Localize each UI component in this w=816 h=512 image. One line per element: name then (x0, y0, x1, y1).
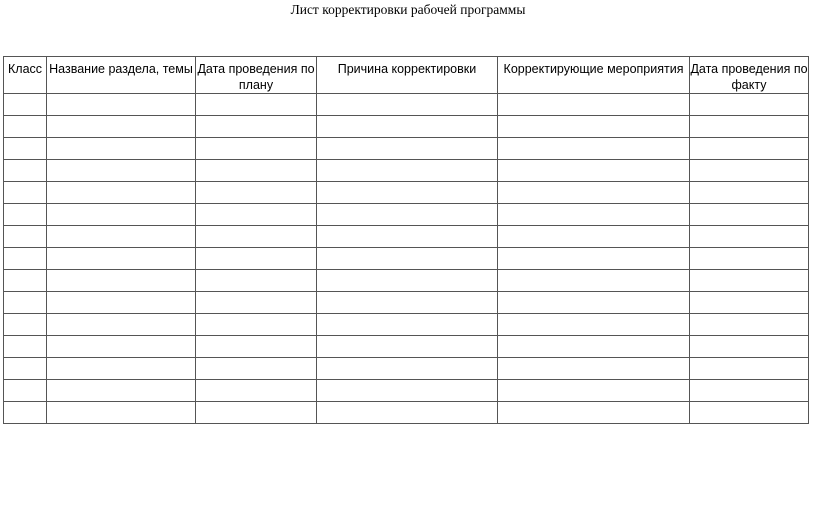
class-cell (4, 248, 47, 270)
corrective-measures-cell (498, 270, 690, 292)
table-row (4, 358, 809, 380)
correction-reason-cell (317, 226, 498, 248)
document-title: Лист корректировки рабочей программы (290, 2, 526, 17)
correction-reason-cell (317, 358, 498, 380)
planned-date-cell (196, 160, 317, 182)
correction-reason-cell (317, 336, 498, 358)
table-row (4, 402, 809, 424)
header-row (4, 57, 809, 94)
section-topic-cell (47, 248, 196, 270)
table-row (4, 160, 809, 182)
corrective-measures-cell (498, 138, 690, 160)
correction-reason-cell (317, 380, 498, 402)
corrective-measures-cell (498, 204, 690, 226)
section-topic-cell (47, 270, 196, 292)
corrective-measures-cell (498, 380, 690, 402)
correction-reason-cell (317, 204, 498, 226)
correction-reason-cell (317, 182, 498, 204)
planned-date-cell (196, 116, 317, 138)
table-row (4, 380, 809, 402)
table-row (4, 116, 809, 138)
section-topic-cell (47, 204, 196, 226)
correction-reason-cell (317, 160, 498, 182)
planned-date-cell (196, 314, 317, 336)
planned-date-cell (196, 358, 317, 380)
actual-date-cell (690, 248, 809, 270)
planned-date-cell (196, 182, 317, 204)
table-row (4, 226, 809, 248)
class-cell (4, 138, 47, 160)
planned-date-cell (196, 94, 317, 116)
actual-date-cell (690, 358, 809, 380)
section-topic-cell (47, 358, 196, 380)
correction-reason-cell (317, 402, 498, 424)
table-row (4, 270, 809, 292)
class-cell (4, 336, 47, 358)
actual-date-cell (690, 160, 809, 182)
header-section-topic: Название раздела, темы (47, 57, 196, 94)
class-cell (4, 292, 47, 314)
section-topic-cell (47, 160, 196, 182)
table-row (4, 314, 809, 336)
section-topic-cell (47, 138, 196, 160)
correction-reason-cell (317, 116, 498, 138)
corrective-measures-cell (498, 336, 690, 358)
corrective-measures-cell (498, 358, 690, 380)
class-cell (4, 270, 47, 292)
class-cell (4, 160, 47, 182)
class-cell (4, 204, 47, 226)
correction-reason-cell (317, 292, 498, 314)
planned-date-cell (196, 204, 317, 226)
table-body (4, 94, 809, 424)
class-cell (4, 94, 47, 116)
section-topic-cell (47, 182, 196, 204)
correction-table (3, 56, 809, 424)
correction-reason-cell (317, 94, 498, 116)
actual-date-cell (690, 94, 809, 116)
table-row (4, 248, 809, 270)
actual-date-cell (690, 116, 809, 138)
actual-date-cell (690, 314, 809, 336)
planned-date-cell (196, 402, 317, 424)
header-planned-date: Дата проведения по плану (196, 57, 317, 94)
corrective-measures-cell (498, 116, 690, 138)
section-topic-cell (47, 336, 196, 358)
corrective-measures-cell (498, 160, 690, 182)
header-class: Класс (4, 57, 47, 94)
header-correction-reason: Причина корректировки (317, 57, 498, 94)
planned-date-cell (196, 248, 317, 270)
actual-date-cell (690, 138, 809, 160)
table-row (4, 94, 809, 116)
correction-reason-cell (317, 138, 498, 160)
class-cell (4, 116, 47, 138)
section-topic-cell (47, 292, 196, 314)
actual-date-cell (690, 270, 809, 292)
table-row (4, 204, 809, 226)
section-topic-cell (47, 402, 196, 424)
table-row (4, 182, 809, 204)
section-topic-cell (47, 314, 196, 336)
actual-date-cell (690, 182, 809, 204)
corrective-measures-cell (498, 314, 690, 336)
planned-date-cell (196, 380, 317, 402)
header-actual-date: Дата проведения по факту (690, 57, 809, 94)
table-row (4, 336, 809, 358)
planned-date-cell (196, 336, 317, 358)
table-row (4, 138, 809, 160)
section-topic-cell (47, 380, 196, 402)
class-cell (4, 226, 47, 248)
class-cell (4, 380, 47, 402)
class-cell (4, 314, 47, 336)
actual-date-cell (690, 226, 809, 248)
corrective-measures-cell (498, 402, 690, 424)
correction-reason-cell (317, 314, 498, 336)
planned-date-cell (196, 138, 317, 160)
section-topic-cell (47, 226, 196, 248)
correction-reason-cell (317, 270, 498, 292)
actual-date-cell (690, 380, 809, 402)
class-cell (4, 402, 47, 424)
actual-date-cell (690, 204, 809, 226)
corrective-measures-cell (498, 292, 690, 314)
actual-date-cell (690, 292, 809, 314)
planned-date-cell (196, 270, 317, 292)
actual-date-cell (690, 402, 809, 424)
corrective-measures-cell (498, 226, 690, 248)
planned-date-cell (196, 226, 317, 248)
section-topic-cell (47, 116, 196, 138)
actual-date-cell (690, 336, 809, 358)
corrective-measures-cell (498, 248, 690, 270)
section-topic-cell (47, 94, 196, 116)
class-cell (4, 358, 47, 380)
correction-reason-cell (317, 248, 498, 270)
table-row (4, 292, 809, 314)
planned-date-cell (196, 292, 317, 314)
class-cell (4, 182, 47, 204)
header-corrective-measures: Корректирующие мероприятия (498, 57, 690, 94)
corrective-measures-cell (498, 94, 690, 116)
corrective-measures-cell (498, 182, 690, 204)
